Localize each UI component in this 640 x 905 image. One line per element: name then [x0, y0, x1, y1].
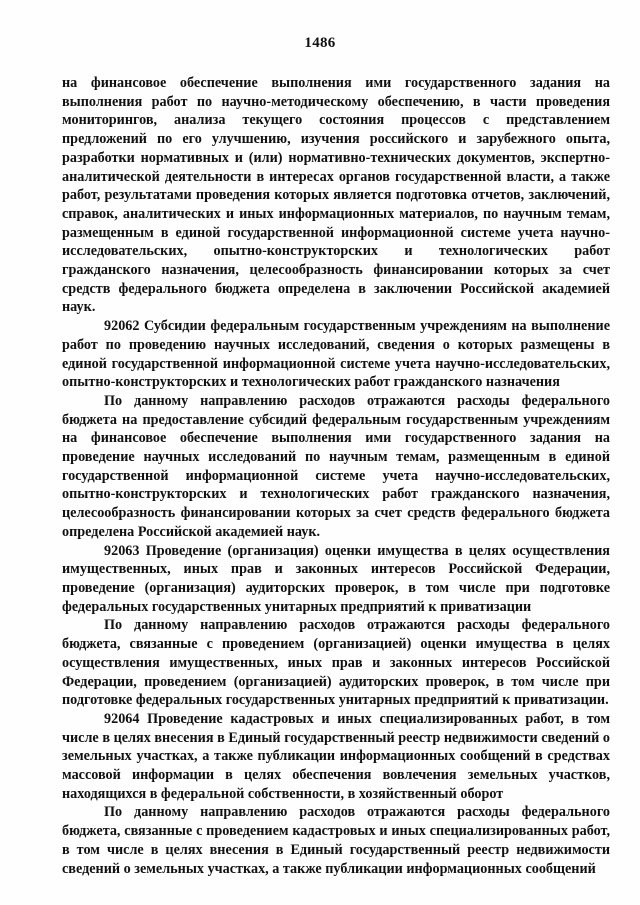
paragraph-92062-description: По данному направлению расходов отражаются расходы федерального бюджета на предоставление субсидий федеральным государственным учреждениям на финансовое обеспечение выполнения ими государственного задания на проведение научных исследований по научным темам, размещенным в единой государственной информационной системе учета научно-исследовательских, опытно-конструкторских и технологических работ гражданского назначения, целесообразность финансировании которых за счет средств федерального бюджета определена Российской академией наук. — [62, 392, 610, 540]
paragraph-92062-heading: 92062 Субсидии федеральным государственным учреждениям на выполнение работ по проведению научных исследований, сведения о которых размещены в единой государственной информационной системе учета научно-исследовательских, опытно-конструкторских и технологических работ гражданского назначения — [62, 318, 610, 391]
paragraph-92064-heading: 92064 Проведение кадастровых и иных специализированных работ, в том числе в целях внесения в Единый государственный реестр недвижимости сведений о земельных участках, а также публикации информационных сообщений в средствах массовой информации в целях обеспечения вовлечения земельных участков, находящихся в федеральной собственности, в хозяйственный оборот — [62, 710, 610, 802]
document-body — [62, 74, 610, 878]
paragraph-continuation: на финансовое обеспечение выполнения ими государственного задания на выполнения работ по научно-методическому обеспечению, в части проведения мониторингов, анализа текущего состояния процессов с представлением предложений по его улучшению, изучения российского и зарубежного опыта, разработки нормативных и (или) нормативно-технических документов, экспертно-аналитической деятельности в интересах органов государственной власти, а также работ, результатами проведения которых является подготовка отчетов, заключений, справок, аналитических и иных информационных материалов, по научным темам, размещенным в единой государственной информационной системе учета научно-исследовательских, опытно-конструкторских и технологических работ гражданского назначения, целесообразность финансировании которых за счет средств федерального бюджета определена в заключении Российской академией наук. — [62, 75, 610, 316]
page-number: 1486 — [304, 35, 336, 51]
paragraph-92063-heading: 92063 Проведение (организация) оценки имущества в целях осуществления имущественных, иных прав и законных интересов Российской Федерации, проведение (организация) аудиторских проверок, в том числе при подготовке федеральных государственных унитарных предприятий к приватизации — [62, 542, 610, 615]
paragraph-92063-description: По данному направлению расходов отражаются расходы федерального бюджета, связанные с проведением (организацией) оценки имущества в целях осуществления имущественных, иных прав и законных интересов Российской Федерации, проведением (организацией) аудиторских проверок, в том числе при подготовке федеральных государственных унитарных предприятий к приватизации. — [62, 617, 610, 709]
paragraph-92064-description: По данному направлению расходов отражаются расходы федерального бюджета, связанные с проведением кадастровых и иных специализированных работ, в том числе в целях внесения в Единый государственный реестр недвижимости сведений о земельных участках, а также публикации информационных сообщений — [62, 804, 610, 877]
